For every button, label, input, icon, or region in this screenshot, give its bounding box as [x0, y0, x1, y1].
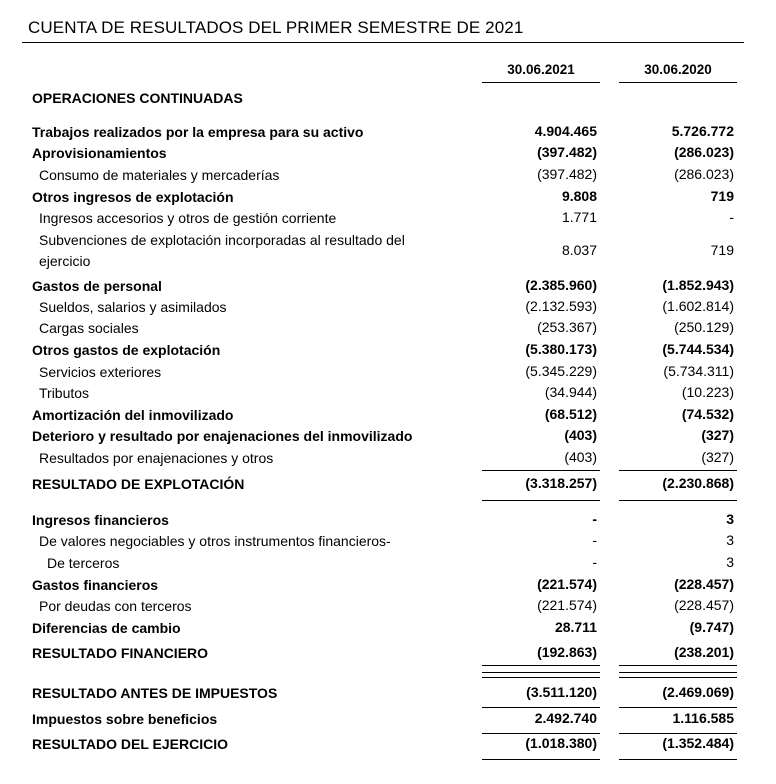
row-label: De valores negociables y otros instrumentos financieros- [39, 533, 391, 549]
value-2021: - [592, 554, 597, 570]
statement-title: CUENTA DE RESULTADOS DEL PRIMER SEMESTRE DE 2021 [28, 18, 524, 37]
value-2020: (9.747) [689, 619, 734, 635]
row-label: Diferencias de cambio [32, 620, 181, 636]
value-2021: (2.385.960) [525, 277, 597, 293]
value-2020: (2.469.069) [662, 684, 734, 700]
column-header-2020: 30.06.2020 [619, 62, 737, 83]
column-header-2021: 30.06.2021 [482, 62, 600, 83]
value-2020: 3 [726, 532, 734, 548]
row-label: Gastos financieros [32, 577, 159, 593]
value-2021: (397.482) [537, 144, 597, 160]
row-label: Cargas sociales [39, 320, 139, 336]
value-2021: (397.482) [537, 166, 597, 182]
value-2021: (2.132.593) [525, 298, 597, 314]
value-2021: (5.345.229) [525, 363, 597, 379]
row-label: RESULTADO ANTES DE IMPUESTOS [32, 685, 278, 701]
value-2021: (68.512) [544, 406, 597, 422]
row-label: Impuestos sobre beneficios [32, 711, 218, 727]
value-2021: 4.904.465 [534, 123, 597, 139]
value-2020: (286.023) [674, 144, 734, 160]
value-2021: 28.711 [554, 619, 597, 635]
value-2021: 2.492.740 [534, 710, 597, 726]
value-2020: (228.457) [674, 597, 734, 613]
row-label: RESULTADO DEL EJERCICIO [32, 736, 229, 752]
row-label: Por deudas con terceros [39, 598, 192, 614]
value-2021: 8.037 [561, 242, 597, 258]
value-2021: (221.574) [537, 576, 597, 592]
value-2021: 1.771 [561, 209, 597, 225]
row-label: Trabajos realizados por la empresa para su activo [32, 124, 364, 140]
row-label: Deterioro y resultado por enajenaciones del inmovilizado [32, 428, 413, 444]
total-rule [482, 665, 600, 666]
value-2020: 719 [710, 188, 734, 204]
value-2021: (403) [564, 449, 597, 465]
total-rule [482, 470, 600, 471]
row-label: Sueldos, salarios y asimilados [39, 299, 227, 315]
value-2021: (34.944) [544, 384, 597, 400]
value-2020: 1.116.585 [672, 710, 734, 726]
total-rule [482, 733, 600, 734]
value-2020: (1.602.814) [662, 298, 734, 314]
value-2021: (253.367) [537, 319, 597, 335]
total-rule [619, 500, 737, 501]
row-label: Amortización del inmovilizado [32, 407, 234, 423]
value-2020: (5.734.311) [663, 363, 734, 379]
row-label: Otros gastos de explotación [32, 342, 221, 358]
total-rule [482, 759, 600, 760]
value-2020: 5.726.772 [671, 123, 734, 139]
value-2021: (3.318.257) [525, 475, 597, 491]
value-2021: - [592, 532, 597, 548]
value-2020: (1.852.943) [662, 277, 734, 293]
value-2020: (238.201) [674, 644, 734, 660]
value-2020: (74.532) [681, 406, 734, 422]
value-2020: (327) [701, 427, 734, 443]
total-rule [619, 707, 737, 708]
row-label: Ingresos accesorios y otros de gestión corriente [39, 210, 337, 226]
value-2020: 3 [726, 554, 734, 570]
value-2021: (403) [564, 427, 597, 443]
total-rule [482, 707, 600, 708]
row-label: De terceros [47, 555, 120, 571]
total-rule [619, 470, 737, 471]
total-rule [482, 672, 600, 673]
total-rule [619, 677, 737, 678]
value-2021: (1.018.380) [525, 735, 597, 751]
row-label: Consumo de materiales y mercaderías [39, 167, 280, 183]
value-2021: 9.808 [561, 188, 597, 204]
value-2021: (3.511.120) [526, 684, 597, 700]
total-rule [482, 677, 600, 678]
total-rule [619, 665, 737, 666]
row-label: Servicios exteriores [39, 364, 162, 380]
value-2021: (192.863) [537, 644, 597, 660]
value-2021: (5.380.173) [525, 341, 597, 357]
row-label: Gastos de personal [32, 278, 162, 294]
value-2020: (327) [701, 449, 734, 465]
total-rule [619, 733, 737, 734]
value-2020: 719 [710, 242, 734, 258]
value-2021: (221.574) [537, 597, 597, 613]
row-label: RESULTADO FINANCIERO [32, 645, 209, 661]
row-label: Otros ingresos de explotación [32, 189, 234, 205]
total-rule [619, 759, 737, 760]
row-label: Ingresos financieros [32, 512, 169, 528]
value-2020: (5.744.534) [662, 341, 734, 357]
value-2020: 3 [726, 511, 734, 527]
row-label: Aprovisionamientos [32, 145, 167, 161]
total-rule [619, 672, 737, 673]
row-label: RESULTADO DE EXPLOTACIÓN [32, 476, 245, 492]
value-2020: (2.230.868) [662, 475, 734, 491]
value-2021: - [592, 511, 597, 527]
value-2020: (250.129) [674, 319, 734, 335]
row-label: OPERACIONES CONTINUADAS [32, 90, 243, 106]
value-2020: (286.023) [674, 166, 734, 182]
value-2020: (1.352.484) [662, 735, 734, 751]
row-label: Tributos [39, 385, 90, 401]
value-2020: (10.223) [681, 384, 734, 400]
value-2020: - [729, 209, 734, 225]
value-2020: (228.457) [674, 576, 734, 592]
row-label: Subvenciones de explotación incorporadas al resultado del ejercicio [39, 232, 405, 269]
total-rule [482, 500, 600, 501]
row-label: Resultados por enajenaciones y otros [39, 450, 274, 466]
